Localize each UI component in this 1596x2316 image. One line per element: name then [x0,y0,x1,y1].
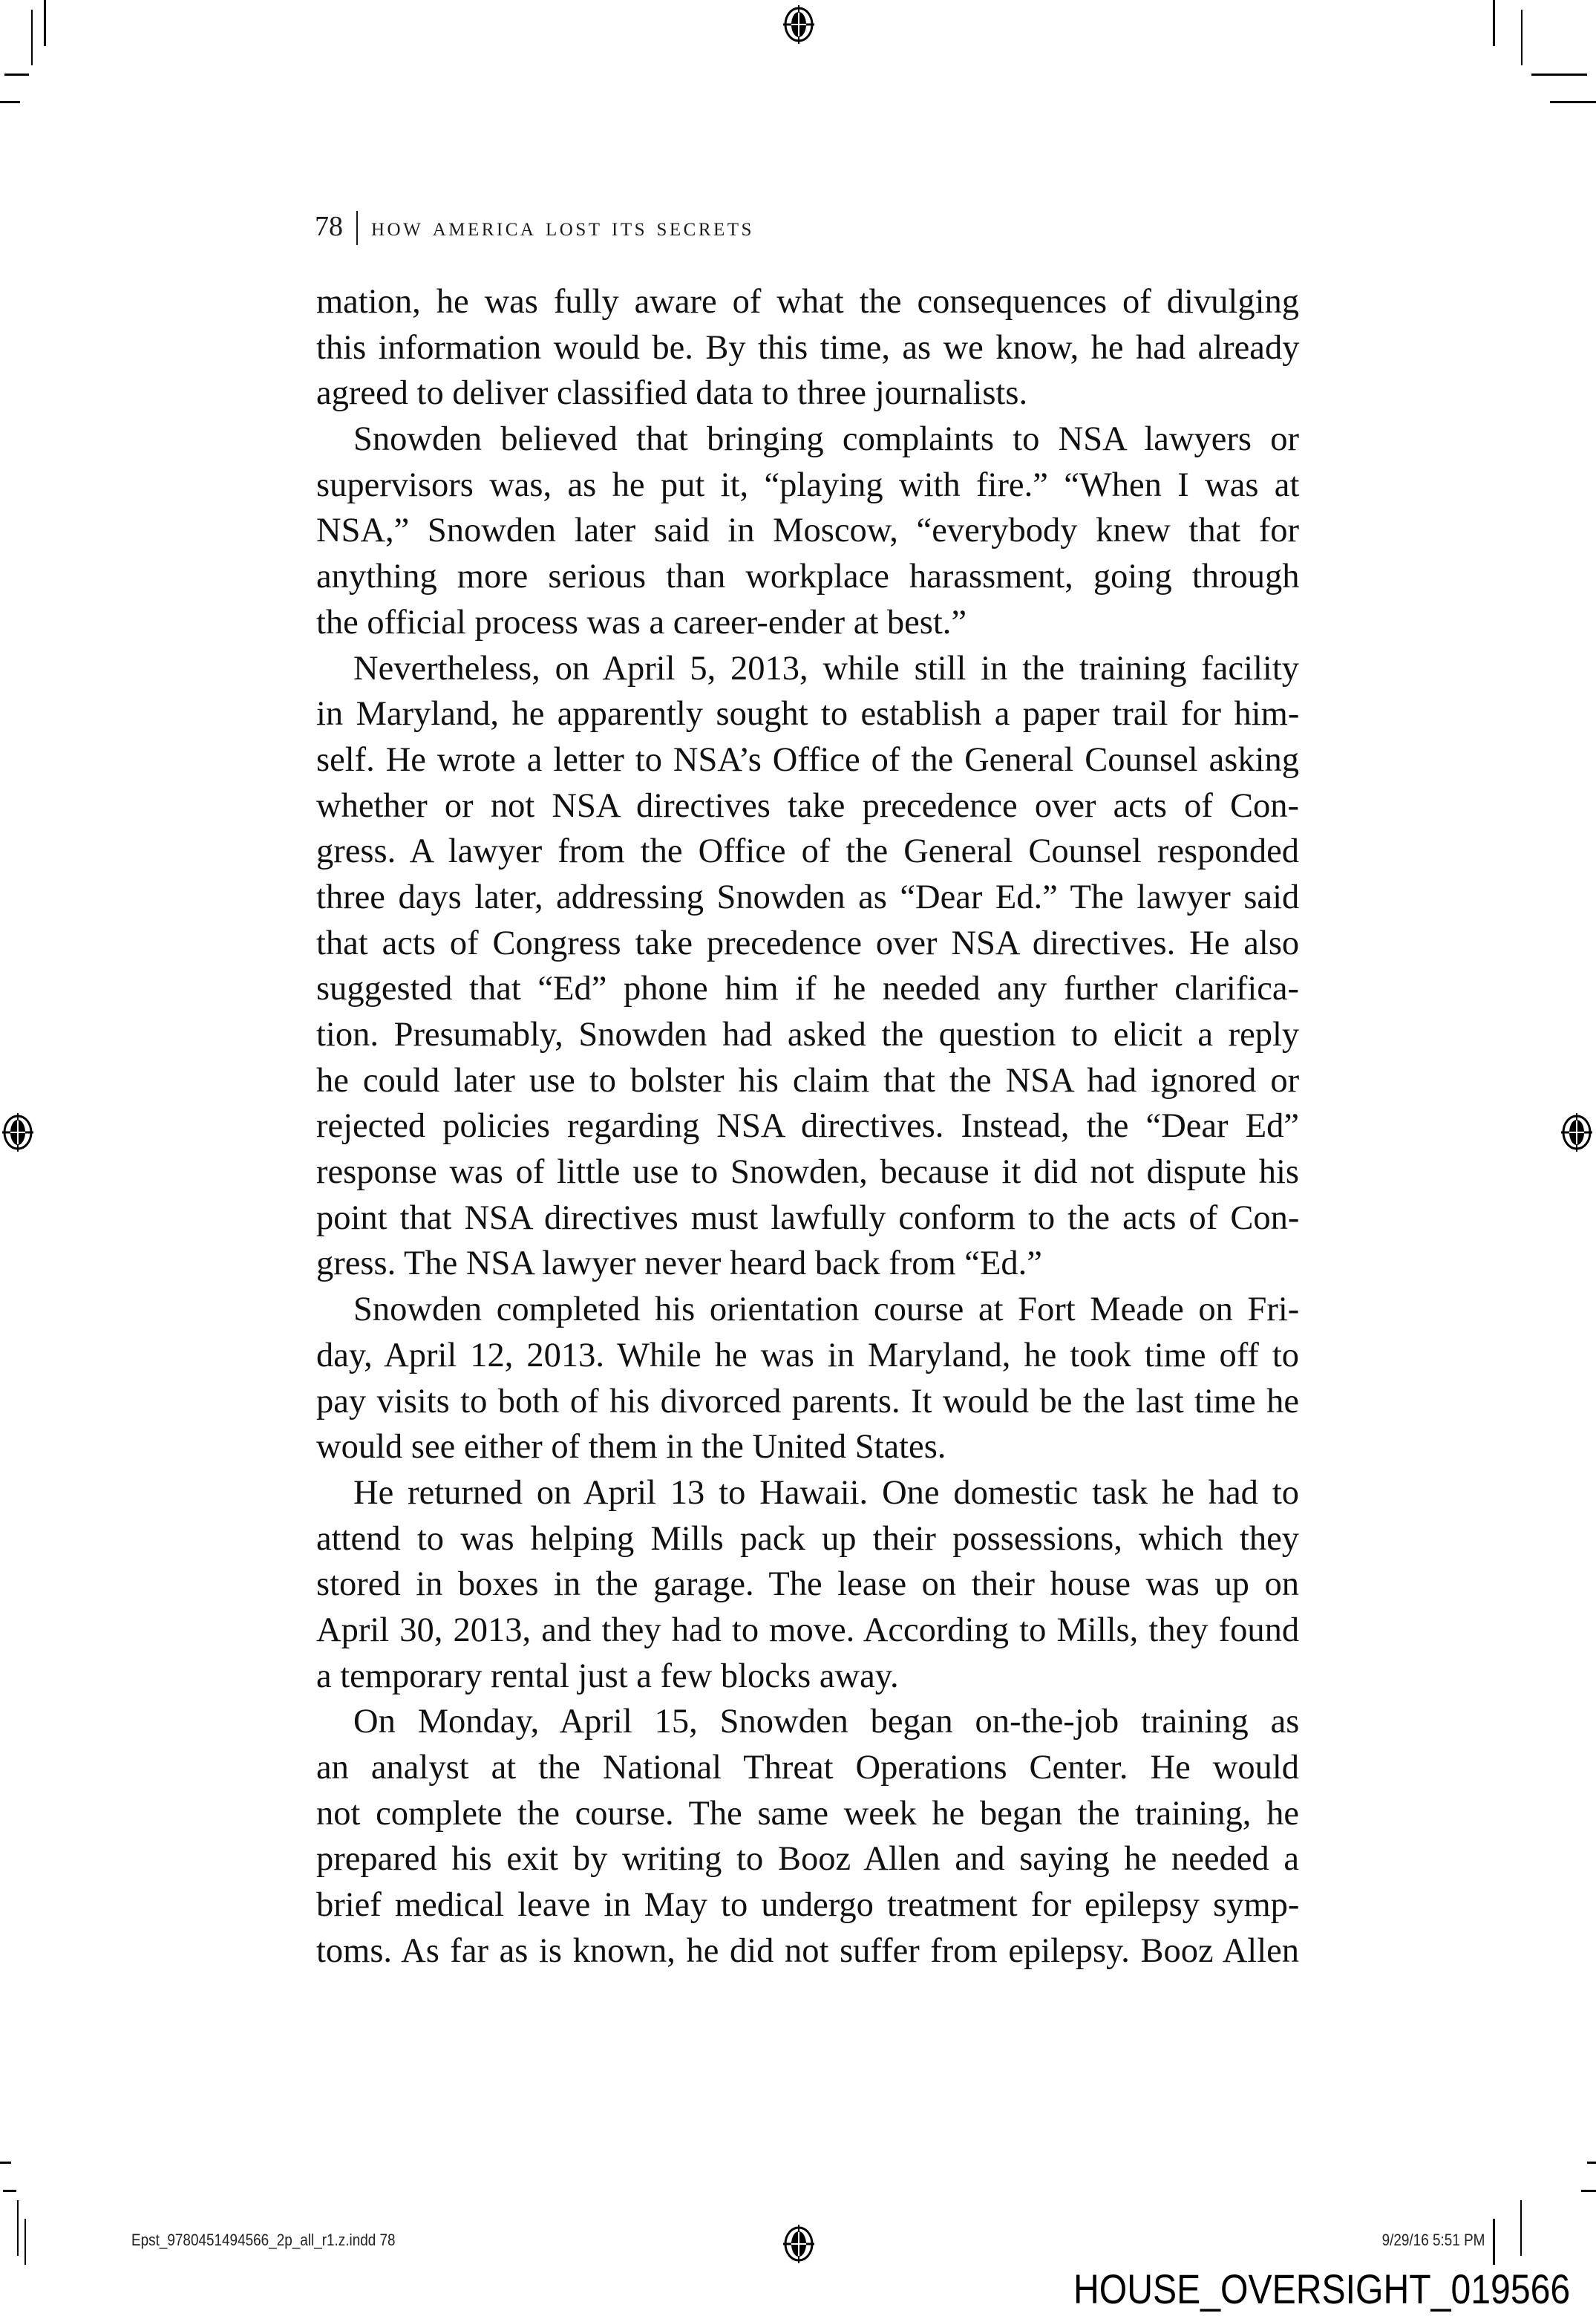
slug-file-info: Epst_9780451494566_2p_all_r1.z.indd 78 [131,2231,396,2249]
crop-mark-top-left-vertical-outer [44,0,46,46]
crop-mark-top-right-horizontal-inner [1531,74,1587,76]
text-line: supervisors was, as he put it, “playing with fire.” “When I was at [316,466,1300,504]
crop-mark-bottom-left-vertical-outer [17,2200,19,2256]
text-line: stored in boxes in the garage. The lease on their house was up on [316,1565,1299,1604]
text-line: gress. The NSA lawyer never heard back from “Ed.” [316,1245,1042,1283]
registration-target-icon-left [1,1112,34,1153]
text-line: the official process was a career-ender at best.” [316,603,967,642]
text-line: mation, he was fully aware of what the consequences of divulging [316,283,1299,321]
crop-mark-bottom-right-horizontal-outer [1587,2162,1596,2164]
text-line: he could later use to bolster his claim that the NSA had ignored or [316,1061,1300,1100]
text-line: this information would be. By this time, as we know, he had already [316,328,1300,367]
text-line: Snowden believed that bringing complaints to NSA lawyers or [353,420,1299,459]
crop-mark-top-left-vertical-inner [31,10,33,65]
text-line: anything more serious than workplace harassment, going through [316,558,1300,596]
crop-mark-top-right-vertical-inner [1521,10,1523,65]
crop-mark-top-right-vertical-outer [1493,0,1495,46]
crop-mark-top-left-horizontal-inner [4,74,29,76]
text-line: brief medical leave in May to undergo treatment for epilepsy symp- [316,1886,1300,1925]
crop-mark-bottom-right-horizontal-inner [1581,2190,1596,2192]
crop-mark-top-left-horizontal-outer [0,101,20,103]
text-line: an analyst at the National Threat Operations Center. He would [316,1749,1299,1787]
text-line: attend to was helping Mills pack up their possessions, which they [316,1519,1299,1558]
body-text [316,279,1299,1974]
crop-mark-bottom-left-horizontal-outer [0,2162,11,2164]
text-line: in Maryland, he apparently sought to establish a paper trail for him- [316,695,1300,734]
text-line: pay visits to both of his divorced parents. It would be the last time he [316,1382,1299,1420]
text-line: that acts of Congress take precedence over NSA directives. He also [316,924,1300,962]
registration-target-icon-bottom [782,2223,815,2265]
text-line: whether or not NSA directives take precedence over acts of Con- [316,786,1299,825]
paragraph [316,1287,1299,1470]
bates-number: HOUSE_OVERSIGHT_019566 [1073,2266,1571,2312]
paragraph [316,417,1299,645]
text-line: Snowden completed his orientation course at Fort Meade on Fri- [353,1291,1300,1329]
page-number: 78 [315,211,343,242]
running-head [315,209,754,244]
text-line: agreed to deliver classified data to three journalists. [316,374,1028,413]
crop-mark-bottom-left-vertical-inner [24,2219,26,2265]
text-line: toms. As far as is known, he did not suffer from epilepsy. Booz Allen [316,1931,1300,1970]
crop-mark-bottom-right-vertical-outer [1520,2200,1522,2256]
running-head-divider [356,211,358,245]
text-line: gress. A lawyer from the Office of the General Counsel responded [316,832,1299,871]
registration-target-icon-right [1560,1112,1593,1153]
text-line: a temporary rental just a few blocks away. [316,1657,899,1695]
text-line: self. He wrote a letter to NSA’s Office of the General Counsel asking [316,740,1299,779]
paragraph [316,646,1299,1288]
crop-mark-top-right-horizontal-outer [1550,101,1596,103]
text-line: Nevertheless, on April 5, 2013, while still in the training facility [353,649,1299,688]
text-line: tion. Presumably, Snowden had asked the question to elicit a reply [316,1016,1300,1054]
text-line: point that NSA directives must lawfully conform to the acts of Con- [316,1198,1300,1237]
text-line: rejected policies regarding NSA directives. Instead, the “Dear Ed” [316,1107,1299,1146]
book-title: how america lost its secrets [371,212,754,241]
text-line: not complete the course. The same week he began the training, he [316,1794,1299,1833]
paragraph [316,1699,1299,1974]
registration-target-icon-top [782,4,815,45]
text-line: He returned on April 13 to Hawaii. One domestic task he had to [353,1473,1299,1512]
crop-mark-bottom-left-horizontal-inner [3,2190,16,2192]
paragraph [316,279,1299,417]
text-line: On Monday, April 15, Snowden began on-the-job training as [353,1703,1300,1741]
text-line: NSA,” Snowden later said in Moscow, “everybody knew that for [316,512,1300,550]
text-line: April 30, 2013, and they had to move. According to Mills, they found [316,1611,1300,1649]
crop-mark-bottom-right-vertical-inner [1493,2219,1495,2265]
text-line: day, April 12, 2013. While he was in Maryland, he took time off to [316,1336,1299,1374]
paragraph [316,1470,1299,1699]
text-line: prepared his exit by writing to Booz Allen and saying he needed a [316,1840,1299,1879]
text-line: suggested that “Ed” phone him if he needed any further clarifica- [316,970,1299,1008]
text-line: would see either of them in the United States. [316,1428,946,1467]
slug-timestamp: 9/29/16 5:51 PM [1381,2231,1485,2249]
text-line: response was of little use to Snowden, because it did not dispute his [316,1153,1299,1192]
text-line: three days later, addressing Snowden as “Dear Ed.” The lawyer said [316,878,1300,916]
